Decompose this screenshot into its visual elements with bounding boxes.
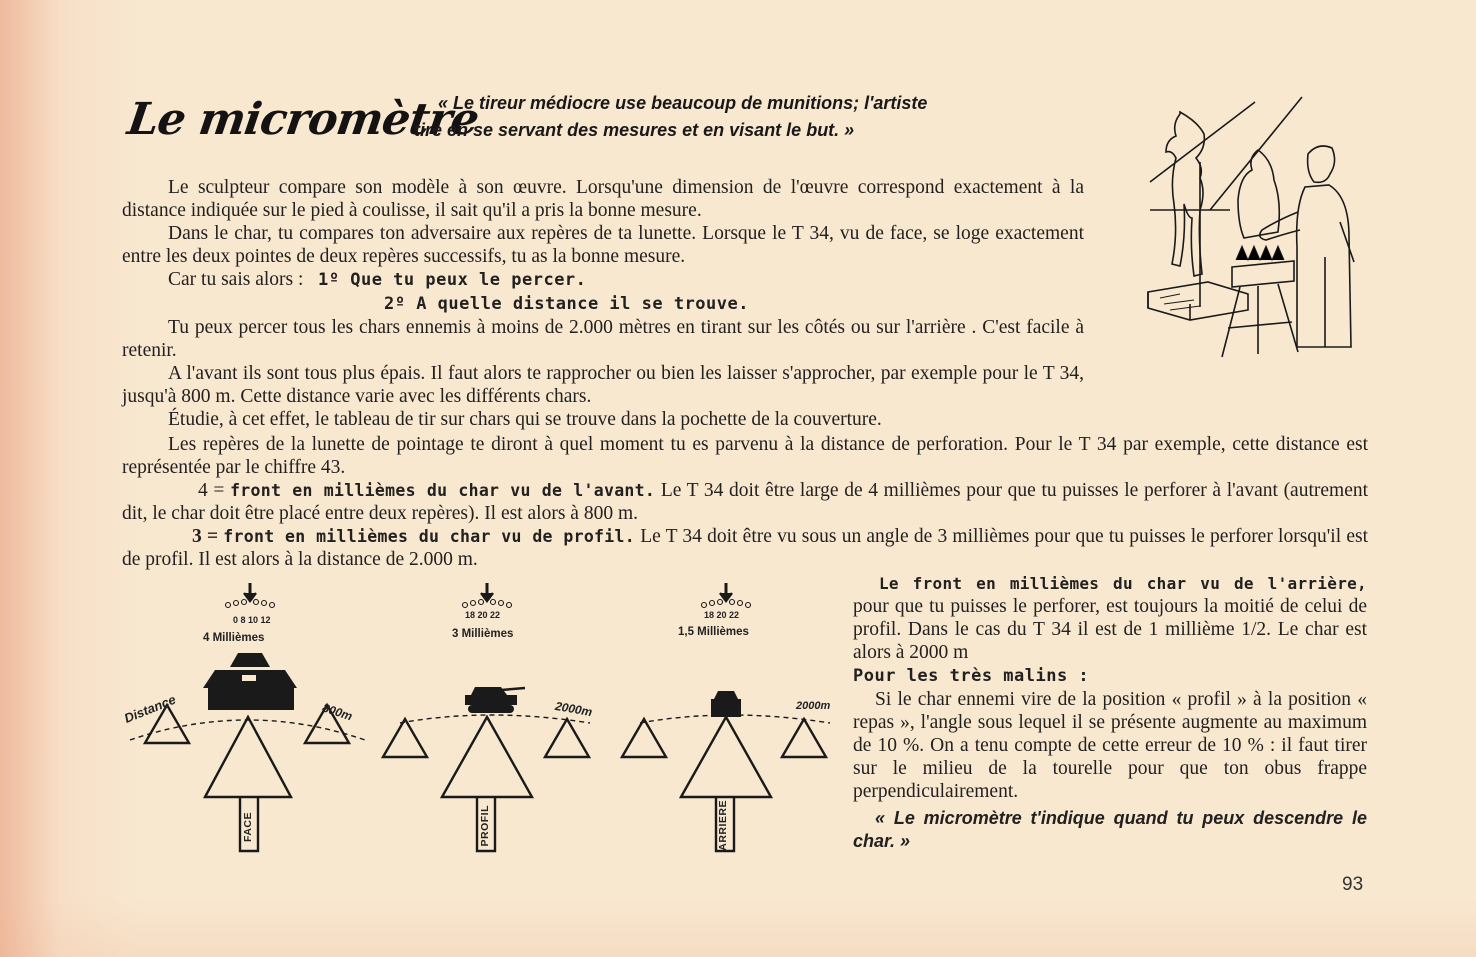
- paragraph-etudie: Étudie, à cet effet, le tableau de tir sur chars qui se trouve dans la pochette de la couverture.: [168, 409, 882, 430]
- paragraph-avant: A l'avant ils sont tous plus épais. Il faut alors te rapprocher ou bien les laisser s'approcher, par exemple pour le T 34, jusqu'à 800 m. Cette distance varie avec les différents chars.: [122, 363, 1084, 407]
- list-item-1: 1º Que tu peux le percer.: [318, 270, 587, 290]
- panel-2-scale: 18 20 22: [465, 610, 501, 620]
- panel-3-millieme-label: 1,5 Millièmes: [678, 626, 749, 638]
- paragraph-tres-malins: Si le char ennemi vire de la position « profil » à la position « repas », l'angle sous lequel il se présente augmente au maximum de 10 %. On a tenu compte de cette erreur de 10 % : il faut tirer sur le milieu de la tourelle pour que ton obus frappe perpendiculairement.: [853, 689, 1367, 802]
- distance-label: Distance: [122, 691, 178, 726]
- full-width-text-block: [122, 433, 1368, 571]
- p10-bold: Le front en millièmes du char vu de l'arrière,: [879, 574, 1367, 593]
- panel-2-range: 2000m: [554, 698, 594, 720]
- p9-number: 3 =: [192, 526, 219, 547]
- page-number: 93: [1342, 874, 1364, 895]
- panel-1-post-label: FACE: [242, 812, 254, 843]
- tank-face-icon: [203, 653, 297, 710]
- paragraph-reperes: Les repères de la lunette de pointage te diront à quel moment tu es parvenu à la distance de perforation. Pour le T 34 par exemple, cette distance est représentée par le chiffre 43.: [122, 434, 1368, 478]
- paragraph-percer: Tu peux percer tous les chars ennemis à moins de 2.000 mètres en tirant sur les côtés ou sur l'arrière . C'est facile à retenir.: [122, 317, 1084, 361]
- tank-arriere-icon: [711, 691, 741, 717]
- p9-rest: Le T 34 doit être vu sous un angle de 3 millièmes pour que tu puisses le perforer lorsqu'il est de profil. Il est alors à la distance de 2.000 m.: [122, 526, 1369, 570]
- p10-rest: pour que tu puisses le perforer, est toujours la moitié de celui de profil. Dans le cas du T 34 il est de 1 millième 1/2. Le char est alors à 2000 m: [853, 596, 1367, 663]
- panel-3-range: 2000m: [796, 700, 831, 712]
- panel-1-millieme-label: 4 Millièmes: [203, 632, 265, 644]
- epigraph-line-1: « Le tireur médiocre use beaucoup de munitions; l'artiste: [438, 93, 928, 113]
- panel-1-scale: 0 8 10 12: [233, 615, 271, 625]
- paragraph-front-profil: [122, 525, 1368, 571]
- upper-text-block: [122, 176, 1084, 431]
- epigraph: [414, 90, 1074, 144]
- paragraph-arriere: [853, 572, 1367, 664]
- panel-1-range: 800m: [320, 700, 355, 724]
- p11-heading: Pour les très malins :: [853, 666, 1090, 686]
- closing-quote-text: « Le micromètre t'indique quand tu peux descendre le char. »: [853, 808, 1367, 851]
- paragraph-car-tu-sais: [122, 268, 1084, 292]
- paragraph-front-avant: [122, 479, 1368, 525]
- car-tu-sais-lead: Car tu sais alors :: [168, 269, 304, 290]
- panel-3-post-label: ARRIERE: [717, 800, 729, 851]
- p8-number: 4 =: [198, 480, 225, 501]
- panel-2-millieme-label: 3 Millièmes: [452, 628, 514, 640]
- closing-quote: [853, 807, 1367, 853]
- paragraph-char: Dans le char, tu compares ton adversaire aux repères de ta lunette. Lorsque le T 34, vu de face, se loge exactement entre les deux pointes de deux repères successifs, tu as la bonne mesure.: [122, 223, 1084, 267]
- epigraph-line-2: tire en se servant des mesures et en visant le but. »: [414, 120, 855, 140]
- sculptor-illustration: [1140, 92, 1370, 367]
- panel-3-scale: 18 20 22: [704, 610, 740, 620]
- list-item-2-row: [122, 292, 1084, 316]
- tank-profil-icon: [465, 687, 525, 713]
- tank-icons: [203, 653, 741, 720]
- p8-rest: Le T 34 doit être large de 4 millièmes pour que tu puisses le perforer à l'avant (autrement dit, le char doit être placé entre deux repères). Il est alors à 800 m.: [122, 480, 1369, 524]
- list-item-2: 2º A quelle distance il se trouve.: [384, 294, 749, 314]
- panel-2-post-label: PROFIL: [479, 805, 491, 847]
- p8-bold: front en millièmes du char vu de l'avant.: [230, 481, 656, 500]
- right-column-text: [853, 572, 1367, 853]
- heading-tres-malins: [853, 664, 1367, 688]
- paragraph-sculpteur: Le sculpteur compare son modèle à son œuvre. Lorsqu'une dimension de l'œuvre correspond exactement à la distance indiquée sur le pied à coulisse, il sait qu'il a pris la bonne mesure.: [122, 177, 1084, 221]
- page-title: Le micromètre: [124, 94, 482, 145]
- p9-bold: front en millièmes du char vu de profil.: [223, 527, 635, 546]
